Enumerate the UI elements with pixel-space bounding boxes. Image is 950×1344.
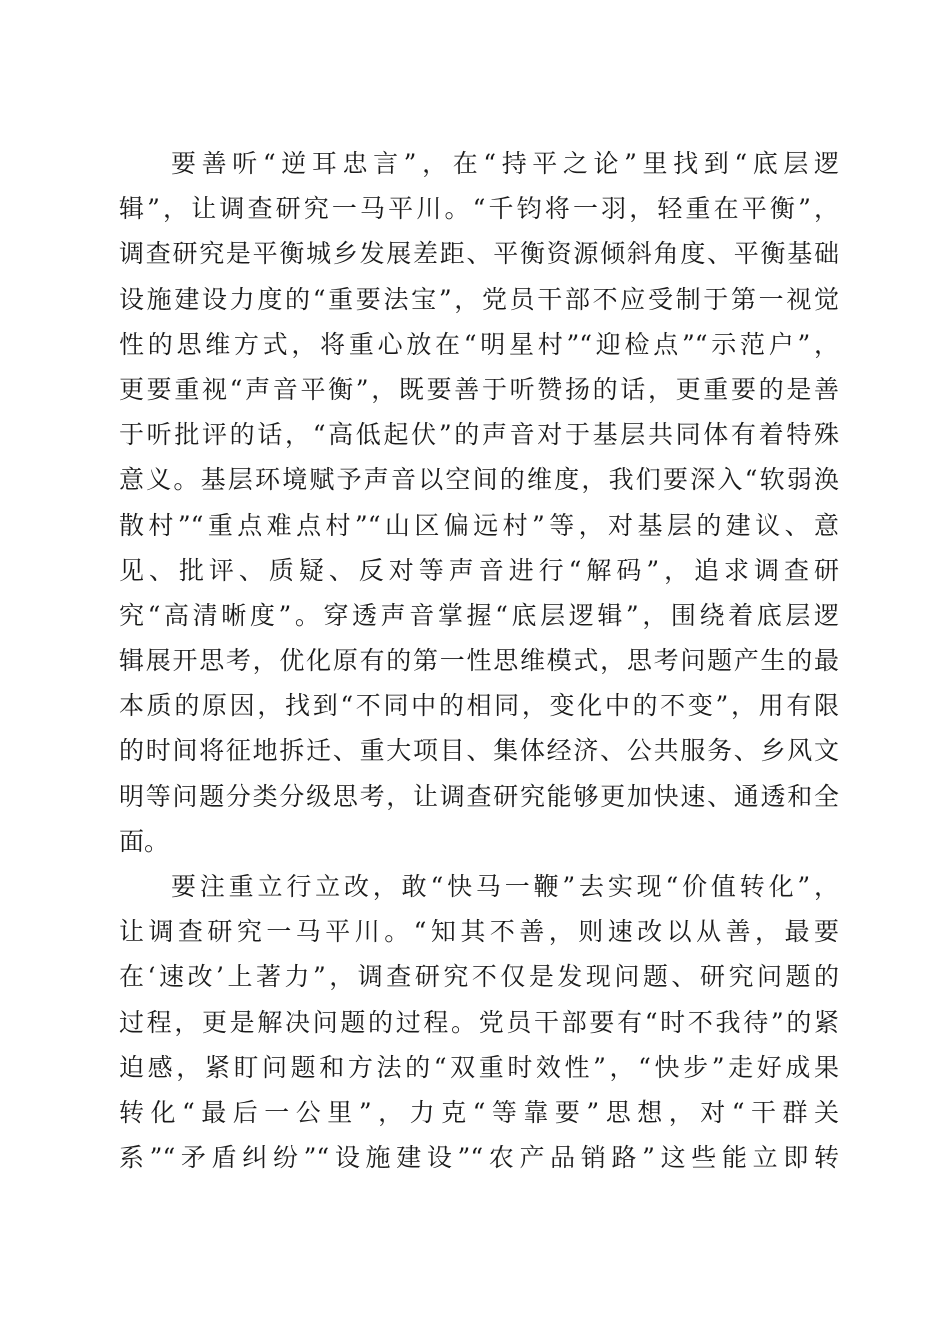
paragraph-line: 调查研究是平衡城乡发展差距、平衡资源倾斜角度、平衡基础 [119,239,839,269]
paragraph-line: 究“高清晰度”。穿透声音掌握“底层逻辑”，围绕着底层逻 [119,600,839,630]
paragraph-line: 于听批评的话，“高低起伏”的声音对于基层共同体有着特殊 [119,420,839,450]
paragraph-line: 更要重视“声音平衡”，既要善于听赞扬的话，更重要的是善 [119,374,839,404]
paragraph-line: 让调查研究一马平川。“知其不善，则速改以从善，最要 [119,917,839,947]
paragraph-line: 迫感，紧盯问题和方法的“双重时效性”，“快步”走好成果 [119,1052,839,1082]
paragraph-line: 要善听“逆耳忠言”，在“持平之论”里找到“底层逻 [171,149,839,178]
paragraph-line: 面。 [119,826,170,856]
paragraph-line: 本质的原因，找到“不同中的相同，变化中的不变”，用有限 [119,691,839,721]
paragraph-line: 过程，更是解决问题的过程。党员干部要有“时不我待”的紧 [119,1007,839,1037]
paragraph-line: 性的思维方式，将重心放在“明星村”“迎检点”“示范户”， [119,329,839,359]
paragraph-line: 辑展开思考，优化原有的第一性思维模式，思考问题产生的最 [119,646,839,676]
paragraph-line: 见、批评、质疑、反对等声音进行“解码”，追求调查研 [119,555,839,585]
paragraph-line: 意义。基层环境赋予声音以空间的维度，我们要深入“软弱涣 [119,465,839,495]
paragraph-line: 散村”“重点难点村”“山区偏远村”等，对基层的建议、意 [119,510,839,540]
paragraph-line: 设施建设力度的“重要法宝”，党员干部不应受制于第一视觉 [119,284,839,314]
paragraph-line: 明等问题分类分级思考，让调查研究能够更加快速、通透和全 [119,781,839,811]
paragraph-line: 系”“矛盾纠纷”“设施建设”“农产品销路”这些能立即转 [119,1143,839,1173]
paragraph-line: 在‘速改’上著力”，调查研究不仅是发现问题、研究问题的 [119,962,839,992]
document-body [119,141,839,1180]
paragraph-line: 的时间将征地拆迁、重大项目、集体经济、公共服务、乡风文 [119,736,839,766]
paragraph-line: 辑”，让调查研究一马平川。“千钧将一羽，轻重在平衡”， [119,194,839,224]
paragraph-1 [119,141,839,864]
paragraph-line: 要注重立行立改，敢“快马一鞭”去实现“价值转化”， [171,872,839,901]
paragraph-2 [119,864,839,1180]
paragraph-line: 转化“最后一公里”，力克“等靠要”思想，对“干群关 [119,1097,839,1127]
